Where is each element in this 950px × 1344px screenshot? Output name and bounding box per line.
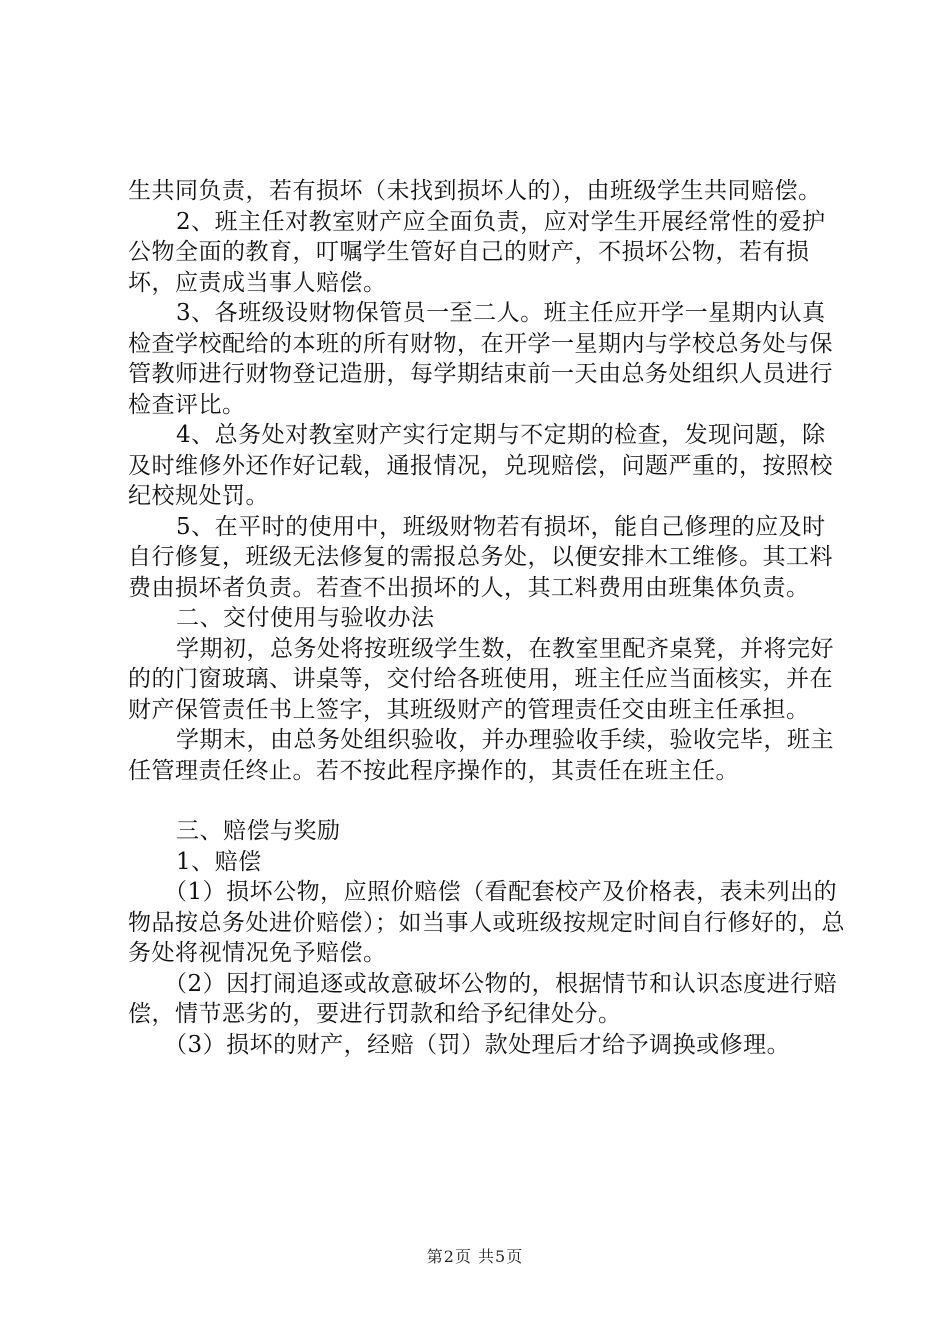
subsection-heading-1: 1、赔偿 [176, 848, 262, 875]
paragraph-item-3: 3、各班级设财物保管员一至二人。班主任应开学一星期内认真检查学校配给的本班的所有财物，在开学一星期内与学校总务处与保管教师进行财物登记造册，每学期结束前一天由总务处组织人员进行检查评比。 [128, 300, 833, 418]
paragraph-continuation: 生共同负责，若有损坏（未找到损坏人的），由班级学生共同赔偿。 [128, 178, 822, 204]
page-number-footer: 第2页 共5页 [426, 1247, 524, 1266]
paragraph-compensation-1: （1）损坏公物，应照价赔偿（看配套校产及价格表，表未列出的物品按总务处进价赔偿）；如当事人或班级按规定时间自行修好的，总务处将视情况免予赔偿。 [128, 879, 845, 966]
paragraph-semester-start: 学期初，总务处将按班级学生数，在教室里配齐桌凳，并将完好的的门窗玻璃、讲桌等，交付给各班使用，班主任应当面核实，并在财产保管责任书上签字，其班级财产的管理责任交由班主任承担。 [128, 635, 834, 723]
section-spacer [128, 786, 848, 816]
section-heading-3: 三、赔偿与奖励 [176, 818, 341, 844]
paragraph-item-4: 4、总务处对教室财产实行定期与不定期的检查，发现问题，除及时维修外还作好记载，通报情况，兑现赔偿，问题严重的，按照校纪校规处罚。 [128, 422, 833, 509]
section-heading-2: 二、交付使用与验收办法 [176, 605, 435, 631]
paragraph-item-2: 2、班主任对教室财产应全面负责，应对学生开展经常性的爱护公物全面的教育，叮嘱学生管好自己的财产，不损坏公物，若有损坏，应责成当事人赔偿。 [128, 208, 826, 296]
paragraph-compensation-3: （3）损坏的财产，经赔（罚）款处理后才给予调换或修理。 [164, 1031, 791, 1058]
paragraph-semester-end: 学期末，由总务处组织验收，并办理验收手续，验收完毕，班主任管理责任终止。若不按此程序操作的，其责任在班主任。 [128, 727, 834, 784]
document-body [128, 176, 848, 1060]
paragraph-compensation-2: （2）因打闹追逐或故意破坏公物的，根据情节和认识态度进行赔偿，情节恶劣的，要进行罚款和给予纪律处分。 [128, 970, 838, 1027]
paragraph-item-5: 5、在平时的使用中，班级财物若有损坏，能自己修理的应及时自行修复，班级无法修复的需报总务处，以便安排木工维修。其工料费由损坏者负责。若查不出损坏的人，其工料费用由班集体负责。 [128, 513, 833, 601]
